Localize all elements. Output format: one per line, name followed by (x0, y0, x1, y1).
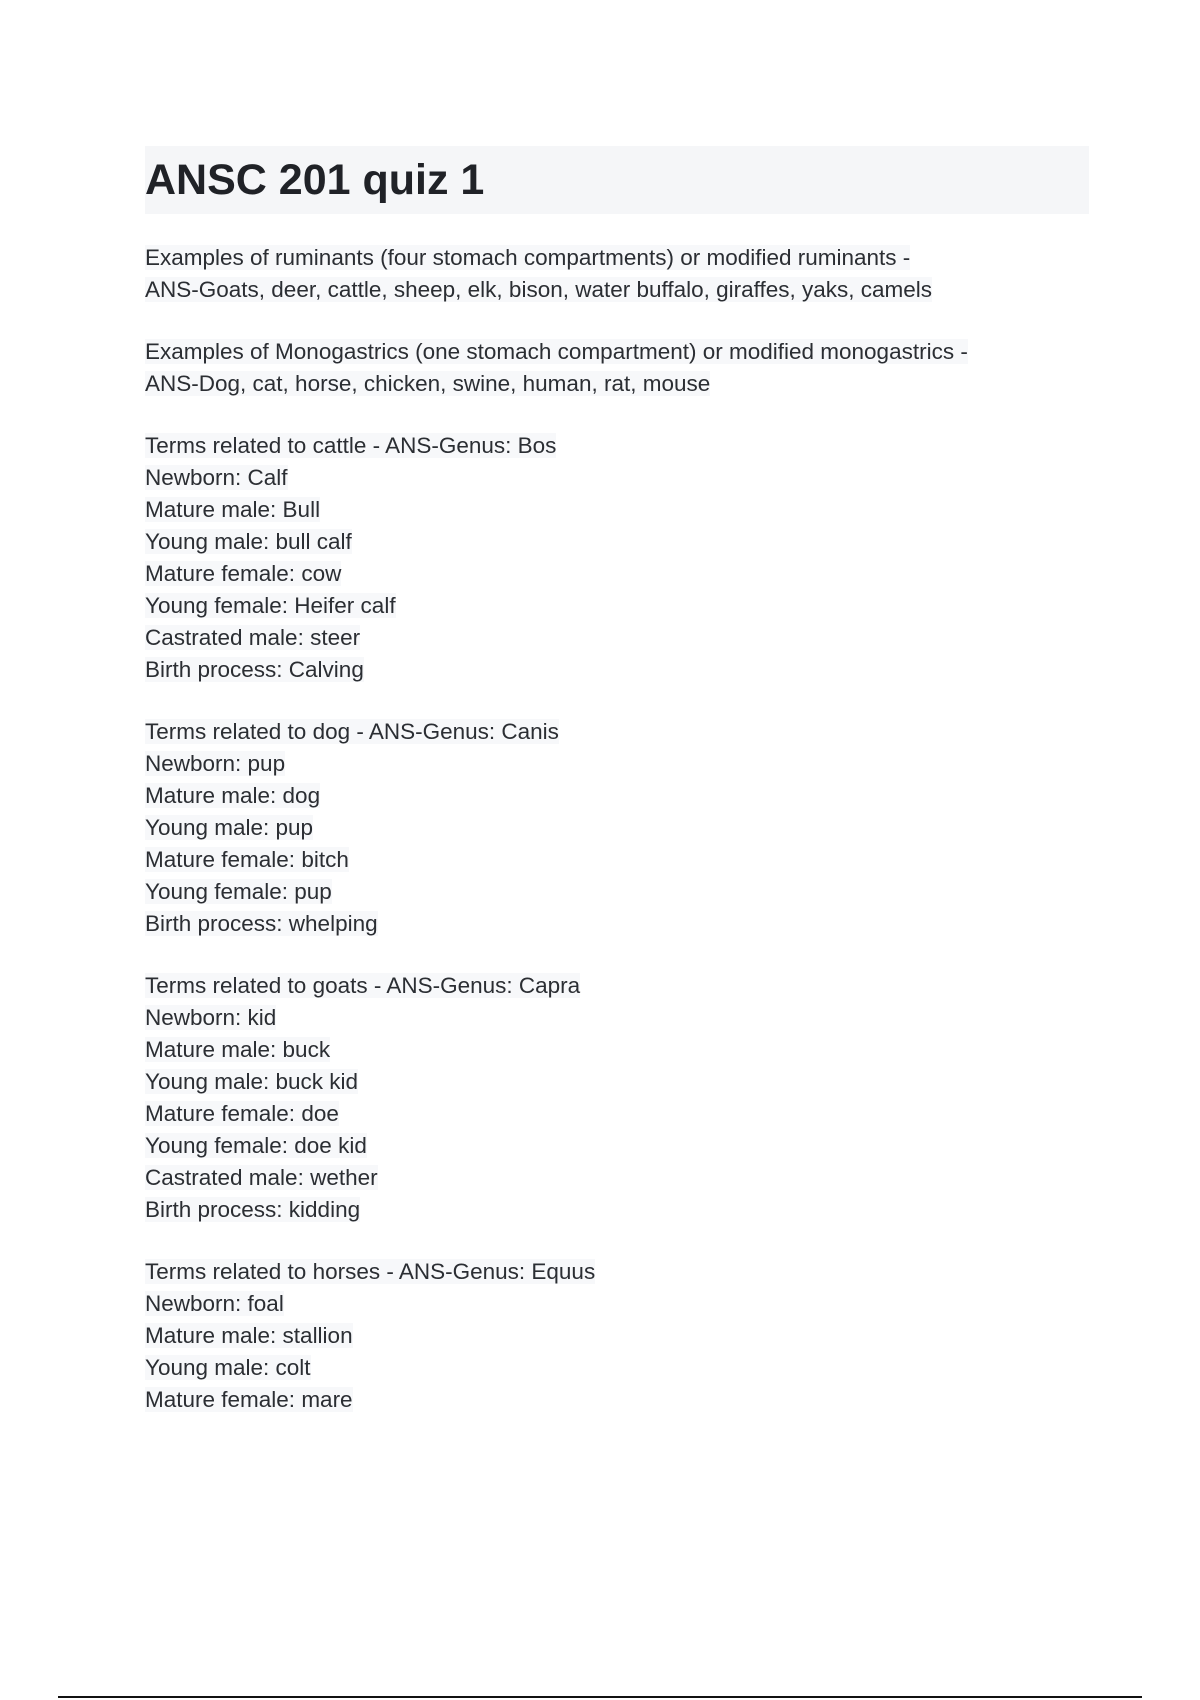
paragraph-dog-terms (145, 716, 1089, 940)
title-banner (145, 146, 1089, 214)
paragraph-horse-terms (145, 1256, 1089, 1416)
text-line: Castrated male: wether (145, 1165, 378, 1190)
page-footer-rule (58, 1696, 1142, 1698)
document-body (145, 242, 1089, 1446)
text-line: Examples of Monogastrics (one stomach compartment) or modified monogastrics - (145, 339, 968, 364)
paragraph-goat-terms (145, 970, 1089, 1226)
text-line: Terms related to dog - ANS-Genus: Canis (145, 719, 559, 744)
text-line: Mature female: cow (145, 561, 342, 586)
text-line: Terms related to horses - ANS-Genus: Equus (145, 1259, 596, 1284)
text-line: Birth process: Calving (145, 657, 364, 682)
text-line: Terms related to goats - ANS-Genus: Capra (145, 973, 581, 998)
text-line: Mature male: Bull (145, 497, 321, 522)
text-line: Young male: colt (145, 1355, 311, 1380)
text-line: Mature male: dog (145, 783, 321, 808)
text-line: Young male: pup (145, 815, 314, 840)
text-line: Young male: buck kid (145, 1069, 359, 1094)
text-line: Mature male: buck (145, 1037, 331, 1062)
paragraph-ruminants (145, 242, 1089, 306)
text-line: Young female: Heifer calf (145, 593, 396, 618)
paragraph-cattle-terms (145, 430, 1089, 686)
text-line: Young male: bull calf (145, 529, 352, 554)
text-line: Newborn: pup (145, 751, 286, 776)
text-line: Young female: doe kid (145, 1133, 367, 1158)
text-line: Newborn: Calf (145, 465, 288, 490)
text-line: Mature female: doe (145, 1101, 339, 1126)
text-line: Birth process: kidding (145, 1197, 361, 1222)
text-line: Young female: pup (145, 879, 332, 904)
text-line: Castrated male: steer (145, 625, 361, 650)
text-line: ANS-Goats, deer, cattle, sheep, elk, bison, water buffalo, giraffes, yaks, camels (145, 277, 933, 302)
text-line: Newborn: kid (145, 1005, 277, 1030)
text-line: Examples of ruminants (four stomach compartments) or modified ruminants - (145, 245, 911, 270)
text-line: Terms related to cattle - ANS-Genus: Bos (145, 433, 557, 458)
text-line: ANS-Dog, cat, horse, chicken, swine, human, rat, mouse (145, 371, 711, 396)
text-line: Newborn: foal (145, 1291, 284, 1316)
text-line: Birth process: whelping (145, 911, 378, 936)
text-line: Mature male: stallion (145, 1323, 353, 1348)
page-title: ANSC 201 quiz 1 (145, 156, 485, 204)
text-line: Mature female: bitch (145, 847, 349, 872)
paragraph-monogastrics (145, 336, 1089, 400)
text-line: Mature female: mare (145, 1387, 353, 1412)
